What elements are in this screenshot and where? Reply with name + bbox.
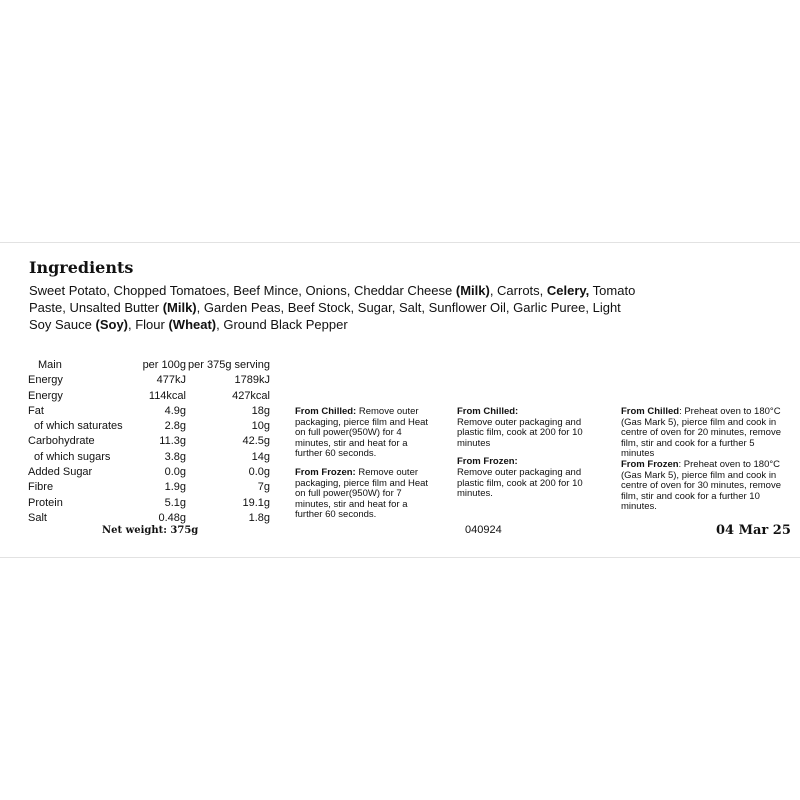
nutrient-name: Fat xyxy=(28,404,44,417)
ingredient-text: , Garden Peas, Beef Stock, Sugar, Salt, Sunflower Oil, Garlic Puree, Light Soy Sauce xyxy=(29,300,621,332)
nutrient-name: Fibre xyxy=(28,481,54,494)
nutrition-row xyxy=(28,373,270,388)
allergen-highlight: (Milk) xyxy=(162,300,197,315)
best-before-date: 04 Mar 25 xyxy=(716,523,791,538)
nutrition-row xyxy=(28,450,270,465)
nutrient-per-100g: 0.0g xyxy=(164,466,186,479)
microwave-frozen-text: Remove outer packaging, pierce film and Heat on full power(950W) for 7 minutes, stir and heat for a further 60 seconds. xyxy=(295,466,429,521)
nutrition-row xyxy=(28,404,270,419)
ingredients-list xyxy=(29,282,639,333)
nutrient-per-serving: 0.0g xyxy=(248,466,270,479)
nutrition-rows xyxy=(28,373,270,526)
nutrient-per-100g: 477kJ xyxy=(156,374,186,387)
nutrition-row xyxy=(28,465,270,480)
nutrition-row xyxy=(28,496,270,511)
allergen-highlight: (Wheat) xyxy=(168,317,217,332)
ingredient-text: , Carrots, xyxy=(489,283,547,298)
oven-chilled xyxy=(621,407,786,460)
nutrient-per-serving: 1.8g xyxy=(248,511,270,524)
nutrition-table xyxy=(28,358,270,526)
oven-instructions xyxy=(621,407,786,513)
microwave-chilled xyxy=(295,407,430,460)
nutrient-per-serving: 427kcal xyxy=(232,389,270,402)
oven-chilled-label: From Chilled xyxy=(621,406,680,417)
nutrient-per-serving: 14g xyxy=(251,450,270,463)
nutrition-row xyxy=(28,419,270,434)
nutrient-per-100g: 0.48g xyxy=(158,511,186,524)
ingredient-text: , Ground Black Pepper xyxy=(216,317,348,332)
ingredients-heading: Ingredients xyxy=(29,258,134,277)
nutrition-header-row xyxy=(28,358,270,373)
nutrition-header-per100: per 100g xyxy=(142,359,186,371)
nutrition-row xyxy=(28,511,270,526)
allergen-highlight: Celery, xyxy=(546,283,590,298)
microwave-chilled-text: Remove outer packaging, pierce film and Heat on full power(950W) for 4 minutes, stir and heat for a further 60 seconds. xyxy=(295,406,429,460)
air-fryer-frozen-text: Remove outer packaging and plastic film, cook at 200 for 10 minutes. xyxy=(457,466,583,500)
nutrient-per-serving: 42.5g xyxy=(242,435,270,448)
nutrient-per-serving: 7g xyxy=(257,481,270,494)
ingredient-text: , Flour xyxy=(128,317,169,332)
nutrient-name: Energy xyxy=(28,374,63,387)
microwave-chilled-label: From Chilled: xyxy=(295,406,357,417)
nutrient-name: Protein xyxy=(28,496,63,509)
nutrient-name: of which saturates xyxy=(34,420,123,433)
oven-frozen-label: From Frozen xyxy=(621,458,679,470)
air-fryer-frozen-label: From Frozen: xyxy=(457,456,518,468)
air-fryer-frozen xyxy=(457,457,597,499)
nutrient-name: Energy xyxy=(28,389,63,402)
oven-frozen xyxy=(621,460,786,513)
nutrient-per-100g: 1.9g xyxy=(164,481,186,494)
air-fryer-chilled xyxy=(457,407,597,449)
nutrient-per-serving: 1789kJ xyxy=(234,374,270,387)
nutrient-per-100g: 3.8g xyxy=(164,450,186,463)
oven-frozen-text: : Preheat oven to 180°C (Gas Mark 5), pierce film and cook in centre of oven for 30 minutes, remove film, stir and cook for a further 10 minutes. xyxy=(621,458,781,513)
nutrition-row xyxy=(28,389,270,404)
nutrition-row xyxy=(28,434,270,449)
nutrient-per-100g: 5.1g xyxy=(164,496,186,509)
microwave-instructions xyxy=(295,407,430,521)
nutrient-per-100g: 4.9g xyxy=(164,404,186,417)
net-weight: Net weight: 375g xyxy=(102,525,199,536)
nutrition-header-serving: per 375g serving xyxy=(188,359,270,371)
nutrient-per-serving: 18g xyxy=(251,404,270,417)
air-fryer-chilled-label: From Chilled: xyxy=(457,406,519,417)
oven-chilled-text: : Preheat oven to 180°C (Gas Mark 5), pierce film and cook in centre of oven for 20 minutes, remove film, stir and cook for a further 5 minutes xyxy=(621,406,781,460)
nutrient-per-100g: 114kcal xyxy=(148,389,186,402)
air-fryer-chilled-text: Remove outer packaging and plastic film, cook at 200 for 10 minutes xyxy=(457,416,583,449)
nutrient-per-100g: 2.8g xyxy=(164,420,186,433)
allergen-highlight: (Milk) xyxy=(455,283,490,298)
allergen-highlight: (Soy) xyxy=(95,317,128,332)
microwave-frozen xyxy=(295,468,430,521)
microwave-frozen-label: From Frozen: xyxy=(295,466,356,478)
nutrient-per-100g: 11.3g xyxy=(159,435,186,448)
nutrient-name: Salt xyxy=(28,511,47,524)
ingredient-text: Tomato Paste, Unsalted Butter xyxy=(29,283,636,315)
nutrition-header-main: Main xyxy=(38,359,62,371)
nutrient-name: Added Sugar xyxy=(28,466,93,479)
nutrient-name: of which sugars xyxy=(34,450,111,463)
nutrition-row xyxy=(28,480,270,495)
nutrient-per-serving: 19.1g xyxy=(242,496,270,509)
ingredient-text: Sweet Potato, Chopped Tomatoes, Beef Mince, Onions, Cheddar Cheese xyxy=(29,283,456,298)
nutrient-per-serving: 10g xyxy=(251,420,270,433)
batch-code: 040924 xyxy=(465,524,502,536)
air-fryer-instructions xyxy=(457,407,597,500)
nutrient-name: Carbohydrate xyxy=(28,435,95,448)
